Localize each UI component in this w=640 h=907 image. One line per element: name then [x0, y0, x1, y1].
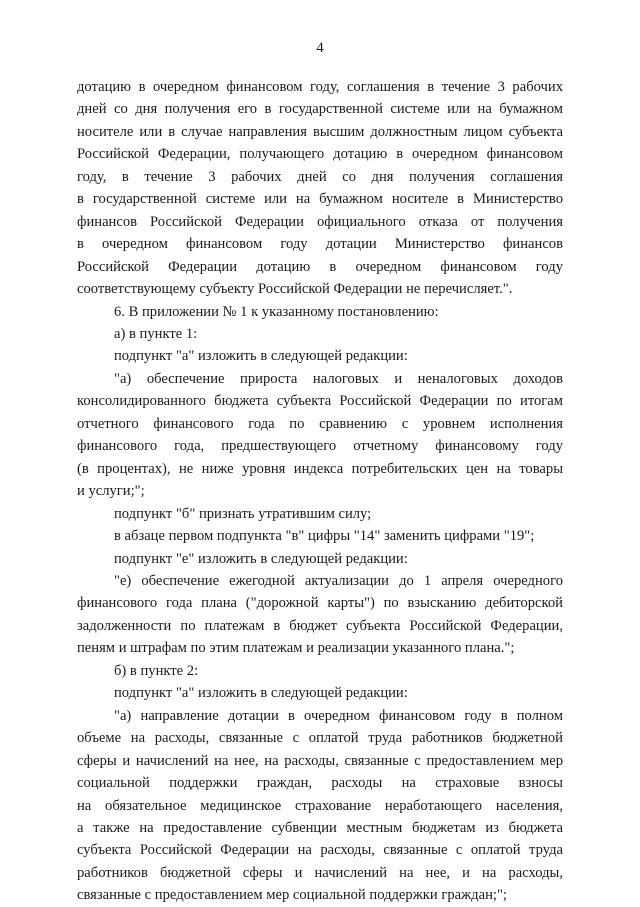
page-number: 4: [316, 40, 324, 56]
text-line: социальной поддержки граждан, расходы на страховые взносы: [77, 775, 563, 792]
text-line: в государственной системе или на бумажном носителе в Министерство: [77, 191, 563, 208]
text-line: б) в пункте 2:: [114, 662, 199, 679]
text-line: Российской Федерации дотацию в очередном финансовом году: [77, 258, 563, 275]
text-line: 6. В приложении № 1 к указанному постановлению:: [114, 303, 439, 320]
text-line: Российской Федерации, получающего дотацию в очередном финансовом: [77, 146, 563, 163]
text-line: финансов Российской Федерации официального отказа от получения: [77, 213, 563, 230]
document-body: [77, 76, 563, 907]
text-line: подпункт "а" изложить в следующей редакции:: [114, 348, 408, 365]
text-line: подпункт "а" изложить в следующей редакции:: [114, 685, 408, 702]
text-line: дней со дня получения его в государственной системе или на бумажном: [77, 101, 563, 118]
text-line: дотацию в очередном финансовом году, соглашения в течение 3 рабочих: [77, 79, 563, 95]
text-line: связанные с предоставлением мер социальной поддержки граждан;";: [77, 887, 507, 904]
text-line: (в процентах), не ниже уровня индекса потребительских цен на товары: [77, 460, 563, 477]
text-line: в абзаце первом подпункта "в" цифры "14" заменить цифрами "19";: [114, 528, 535, 545]
text-line: консолидированного бюджета субъекта Российской Федерации по итогам: [77, 393, 563, 410]
text-line: "е) обеспечение ежегодной актуализации до 1 апреля очередного: [114, 572, 563, 589]
text-line: подпункт "е" изложить в следующей редакции:: [114, 550, 408, 567]
text-line: а) в пункте 1:: [114, 325, 198, 342]
text-line: соответствующему субъекту Российской Федерации не перечисляет.".: [77, 281, 513, 298]
text-line: работников бюджетной сферы и начислений на нее, и на расходы,: [77, 864, 563, 881]
text-line: "а) обеспечение прироста налоговых и неналоговых доходов: [114, 370, 563, 387]
text-line: на обязательное медицинское страхование неработающего населения,: [77, 797, 563, 814]
text-line: финансового года, предшествующего отчетному финансовому году: [77, 438, 563, 455]
text-line: задолженности по платежам в бюджет субъекта Российской Федерации,: [77, 617, 563, 634]
text-line: финансового года плана ("дорожной карты") по взысканию дебиторской: [77, 595, 563, 612]
text-line: и услуги;";: [77, 483, 145, 500]
text-line: в очередном финансовом году дотации Министерство финансов: [77, 236, 563, 253]
text-line: пеням и штрафам по этим платежам и реализации указанного плана.";: [77, 640, 515, 657]
text-line: объеме на расходы, связанные с оплатой труда работников бюджетной: [77, 730, 563, 747]
text-line: носителе или в случае направления высшим должностным лицом субъекта: [77, 123, 563, 140]
text-line: "а) направление дотации в очередном финансовом году в полном: [114, 707, 563, 724]
text-line: субъекта Российской Федерации на расходы, связанные с оплатой труда: [77, 842, 563, 859]
text-line: отчетного финансового года по сравнению с уровнем исполнения: [77, 415, 563, 432]
text-line: а также на предоставление субвенции местным бюджетам из бюджета: [77, 819, 563, 836]
text-line: сферы и начислений на нее, на расходы, связанные с предоставлением мер: [77, 752, 563, 769]
text-line: году, в течение 3 рабочих дней со дня получения соглашения: [77, 168, 563, 185]
text-line: подпункт "б" признать утратившим силу;: [114, 505, 372, 522]
